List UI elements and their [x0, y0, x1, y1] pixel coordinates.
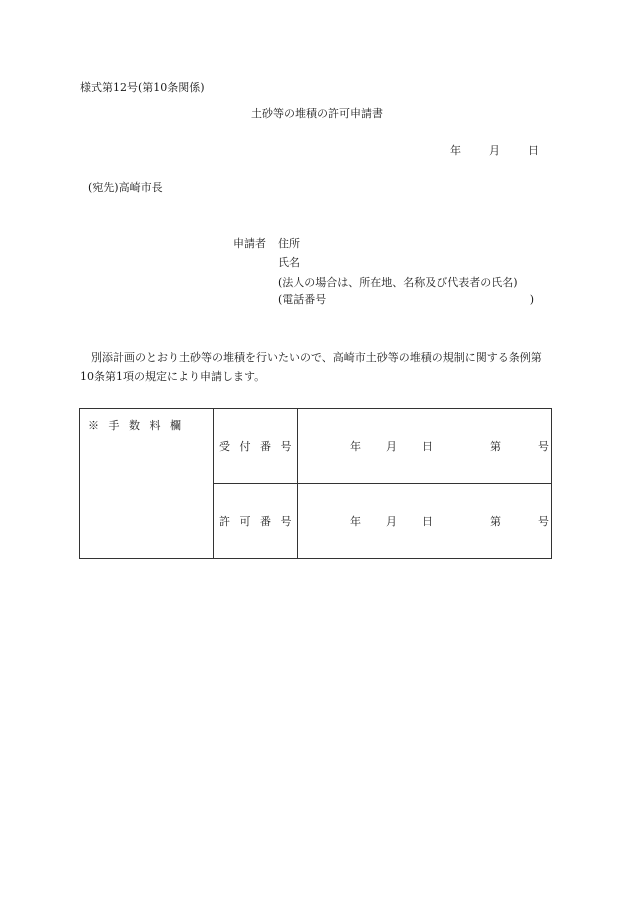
phone-close: ): [529, 293, 534, 306]
receipt-day: 日: [422, 440, 433, 453]
receipt-number-label: 受 付 番 号: [214, 409, 298, 484]
receipt-go: 号: [538, 440, 549, 453]
name-label: 氏名: [278, 256, 300, 269]
permit-year: 年: [350, 515, 361, 528]
date-year: 年: [450, 144, 461, 157]
document-title: 土砂等の堆積の許可申請書: [251, 107, 383, 120]
fee-header: ※ 手 数 料 欄: [88, 419, 184, 432]
permit-month: 月: [386, 515, 397, 528]
form-number: 様式第12号(第10条関係): [80, 81, 205, 94]
permit-go: 号: [538, 515, 549, 528]
receipt-year: 年: [350, 440, 361, 453]
permit-day: 日: [422, 515, 433, 528]
receipt-no: 第: [490, 440, 501, 453]
receipt-month: 月: [386, 440, 397, 453]
permit-number-value: [298, 484, 552, 559]
table-row: [80, 409, 552, 484]
address-label: 住所: [278, 237, 300, 250]
permit-no: 第: [490, 515, 501, 528]
addressee: (宛先)高崎市長: [88, 181, 163, 194]
applicant-label: 申請者: [233, 237, 266, 250]
date-day: 日: [528, 144, 539, 157]
corporate-note: (法人の場合は、所在地、名称及び代表者の氏名): [278, 276, 518, 289]
phone-line: [278, 293, 534, 307]
date-month: 月: [489, 144, 500, 157]
date-line: [450, 144, 539, 158]
permit-number-label: 許 可 番 号: [214, 484, 298, 559]
fee-header-cell: [80, 409, 214, 559]
fee-table: [79, 408, 552, 559]
receipt-number-value: [298, 409, 552, 484]
phone-label: (電話番号: [278, 293, 327, 306]
body-text: 別添計画のとおり土砂等の堆積を行いたいので、高崎市土砂等の堆積の規制に関する条例第10条第1項の規定により申請します。: [80, 351, 542, 383]
